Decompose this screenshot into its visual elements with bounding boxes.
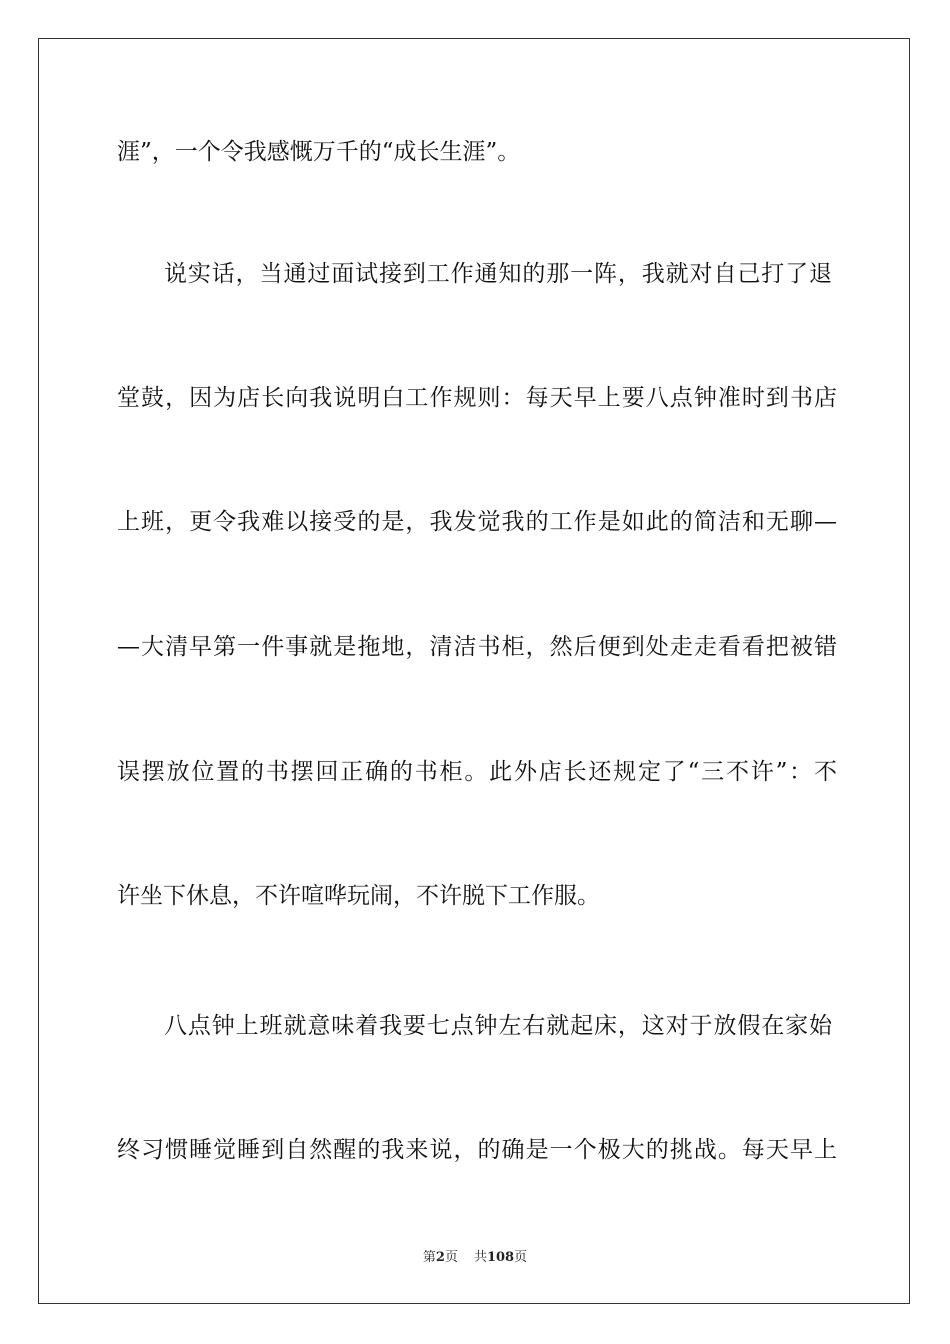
paragraph-line-7: 许坐下休息，不许喧哗玩闹，不许脱下工作服。 bbox=[117, 883, 600, 909]
total-label-suffix: 页 bbox=[514, 1250, 528, 1265]
page-footer bbox=[0, 1246, 950, 1265]
paragraph-line-3: 堂鼓，因为店长向我说明白工作规则：每天早上要八点钟准时到书店 bbox=[117, 385, 837, 411]
paragraph-line-8: 八点钟上班就意味着我要七点钟左右就起床，这对于放假在家始 bbox=[164, 1013, 832, 1039]
paragraph-line-9: 终习惯睡觉睡到自然醒的我来说，的确是一个极大的挑战。每天早上 bbox=[117, 1137, 837, 1163]
total-label-prefix: 共 bbox=[473, 1250, 487, 1265]
paragraph-line-2: 说实话，当通过面试接到工作通知的那一阵，我就对自己打了退 bbox=[164, 261, 832, 287]
total-pages: 108 bbox=[486, 1250, 515, 1265]
paragraph-line-6: 误摆放位置的书摆回正确的书柜。此外店长还规定了“三不许”：不 bbox=[117, 759, 837, 785]
page-border bbox=[38, 38, 910, 1304]
page-label-prefix: 第 bbox=[422, 1250, 436, 1265]
page-number: 2 bbox=[435, 1250, 445, 1265]
paragraph-line-5: —大清早第一件事就是拖地，清洁书柜，然后便到处走走看看把被错 bbox=[117, 634, 837, 660]
paragraph-line-1: 涯”，一个令我感慨万千的“成长生涯”。 bbox=[117, 139, 521, 165]
page-label-suffix: 页 bbox=[444, 1250, 458, 1265]
paragraph-line-4: 上班，更令我难以接受的是，我发觉我的工作是如此的简洁和无聊— bbox=[117, 509, 837, 535]
